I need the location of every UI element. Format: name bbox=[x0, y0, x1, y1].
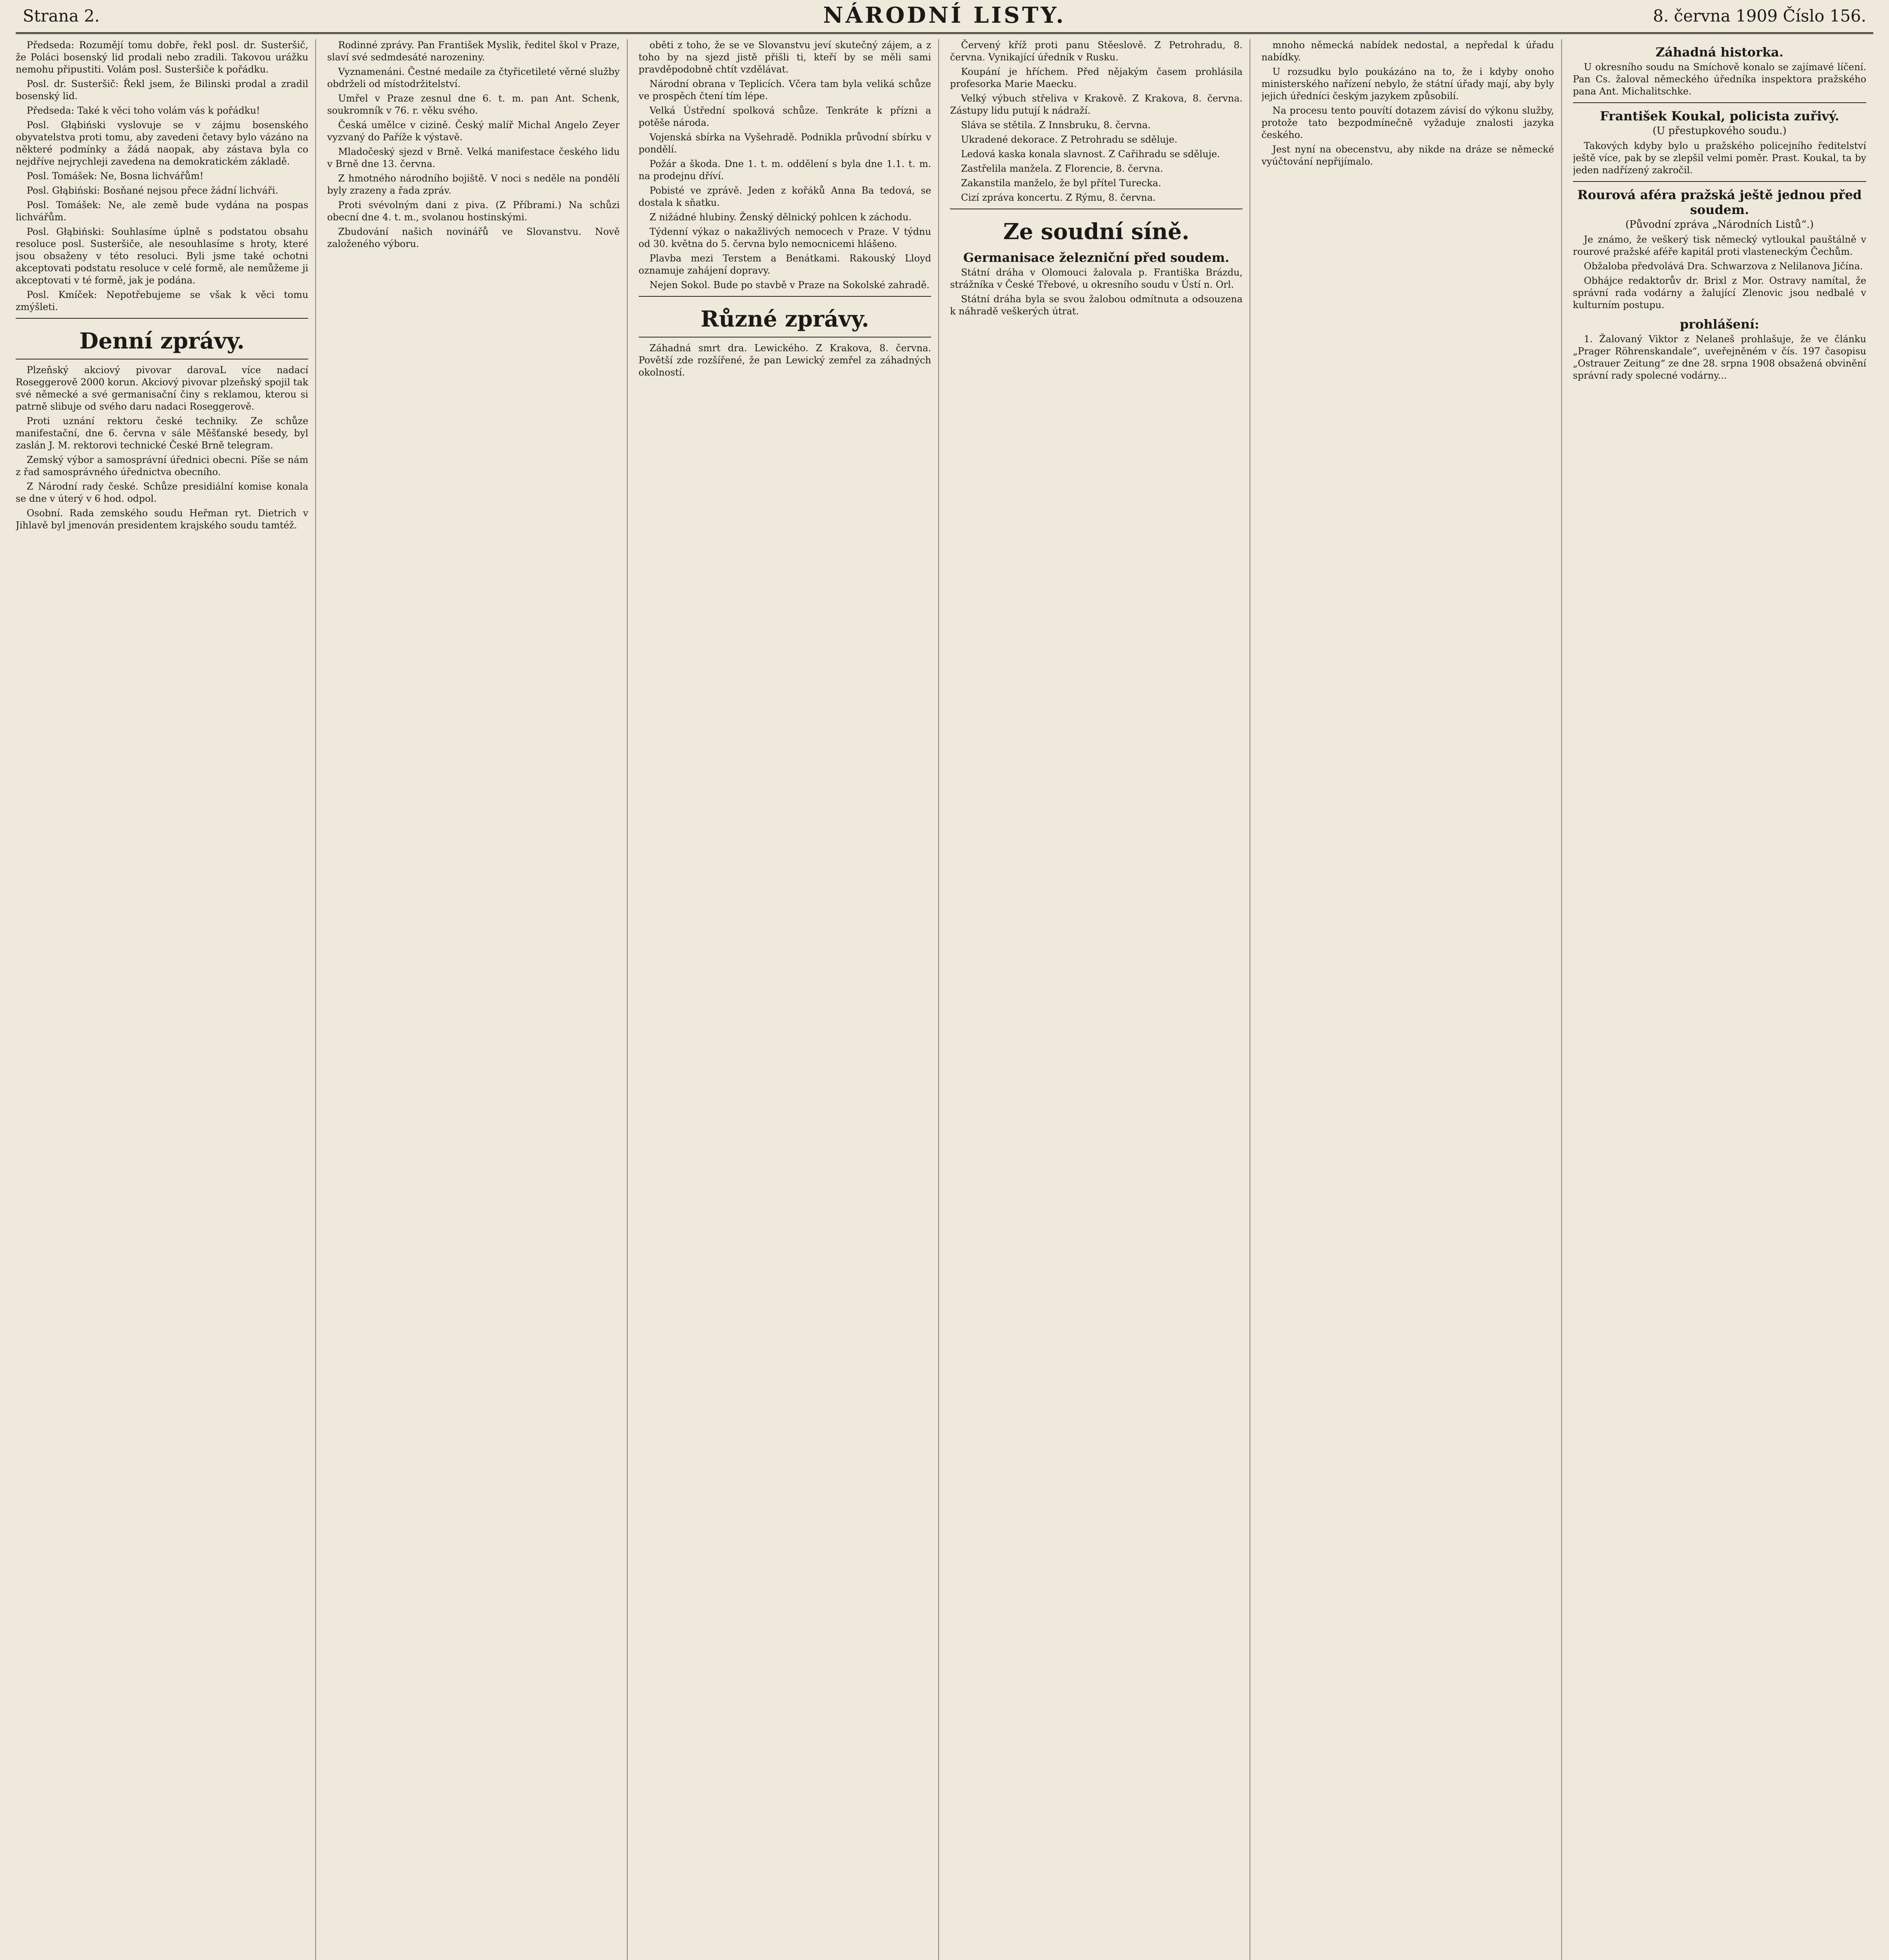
column-4 bbox=[950, 39, 1250, 1960]
article-subtitle: (U přestupkového soudu.) bbox=[1652, 125, 1787, 137]
article-paragraph: Sláva se stětila. Z Innsbruku, 8. června. bbox=[961, 120, 1151, 131]
article-paragraph: Rodinné zprávy. Pan František Myslik, ředitel škol v Praze, slaví své sedmdesáté narozeniny. bbox=[327, 40, 620, 63]
column-5 bbox=[1261, 39, 1562, 1960]
section-divider bbox=[1573, 102, 1866, 103]
section-divider bbox=[16, 318, 308, 319]
article-paragraph: Zbudování našich novinářů ve Slovanstvu. Nově založeného výboru. bbox=[327, 226, 620, 249]
column-2 bbox=[327, 39, 627, 1960]
article-paragraph: Státní dráha v Olomouci žalovala p. Františka Brázdu, strážníka v České Třebové, u okresního soudu v Ústí n. Orl. bbox=[950, 267, 1243, 290]
article-paragraph: Z Národní rady české. Schůze presidiální komise konala se dne v úterý v 6 hod. odpol. bbox=[16, 481, 309, 504]
article-paragraph: Pobisté ve zprávě. Jeden z kořáků Anna Ba tedová, se dostala k sňatku. bbox=[638, 185, 931, 208]
article-paragraph: Nejen Sokol. Bude po stavbě v Praze na Sokolské zahradě. bbox=[649, 279, 930, 290]
article-paragraph: Proti uznání rektoru české techniky. Ze schůze manifestační, dne 6. června v sále Měšťanské besedy, byl zaslán J. M. rektorovi technické České Brně telegram. bbox=[16, 416, 309, 451]
article-headline: Germanisace železniční před soudem. bbox=[963, 250, 1230, 265]
article-paragraph: mnoho německá nabídek nedostal, a nepředal k úřadu nabídky. bbox=[1261, 40, 1554, 63]
article-paragraph: Osobní. Rada zemského soudu Heřman ryt. Dietrich v Jihlavě byl jmenován presidentem krajského soudu tamtéž. bbox=[16, 508, 309, 531]
article-paragraph: Požár a škoda. Dne 1. t. m. oddělení s byla dne 1.1. t. m. na prodejnu dříví. bbox=[638, 158, 931, 181]
article-subtitle: (Původní zpráva „Národních Listů“.) bbox=[1625, 219, 1814, 230]
article-paragraph: Zastřelila manžela. Z Florencie, 8. června. bbox=[961, 163, 1163, 174]
article-paragraph: Posl. Głąbiński vyslovuje se v zájmu bosenského obyvatelstva proti tomu, aby zavedeni četavy bylo vázáno na některé podmínky a žádá naopak, aby zástava byla co nejdříve nejrychleji zavedena na demokratickém základě. bbox=[16, 120, 309, 167]
article-paragraph: Posl. Tomášek: Ne, Bosna lichvářům! bbox=[27, 171, 204, 181]
article-paragraph: Z nižádné hlubiny. Ženský dělnický pohlcen k záchodu. bbox=[649, 212, 912, 223]
article-paragraph: Předseda: Také k věci toho volám vás k pořádku! bbox=[27, 105, 260, 116]
article-paragraph: Posl. Tomášek: Ne, ale země bude vydána na pospas lichvářům. bbox=[16, 200, 309, 223]
article-paragraph: Koupání je hříchem. Před nějakým časem prohlásila profesorka Marie Maecku. bbox=[950, 66, 1243, 89]
newspaper-title: NÁRODNÍ LISTY. bbox=[823, 2, 1066, 28]
article-paragraph: Velká Ústřední spolková schůze. Tenkráte k přízni a potěše národa. bbox=[638, 105, 931, 128]
article-paragraph: Plzeňský akciový pivovar darovaL více nadací Roseggerově 2000 korun. Akciový pivovar plzeňský spojil tak své německé a své germanisační činy s reklamou, kterou si patrně slibuje od svého daru nadaci Roseggerově. bbox=[16, 365, 309, 412]
article-paragraph: Předseda: Rozumějí tomu dobře, řekl posl. dr. Susteršič, že Poláci bosenský lid prodali nebo zradili. Takovou urážku nemohu připustiti. Volám posl. Susteršiče k pořádku. bbox=[16, 40, 309, 75]
article-headline: prohlášení: bbox=[1680, 317, 1759, 332]
article-paragraph: Obžaloba předvolává Dra. Schwarzova z Nelilanova Jičína. bbox=[1584, 261, 1863, 272]
article-paragraph: Vojenská sbírka na Vyšehradě. Podnikla průvodní sbírku v pondělí. bbox=[638, 132, 931, 155]
article-paragraph: Posl. Głąbiński: Souhlasíme úplně s podstatou obsahu resoluce posl. Susteršiče, ale nesouhlasíme s hroty, které jsou obsaženy v této resoluci. Byli jsme také ochotni akceptovati podstatu resoluce v celé formě, ale nemůžeme ji akceptovati v té formě, jak je podána. bbox=[16, 226, 309, 286]
article-paragraph: U rozsudku bylo poukázáno na to, že i kdyby onoho ministerského nařízení nebylo, že státní úřady mají, aby byly jejich úředníci českým jazykem způsobilí. bbox=[1261, 66, 1554, 102]
article-paragraph: Je známo, že veškerý tisk německý vytloukal pauštálně v rourové pražské aféře kapitál proti vlasteneckým Čechům. bbox=[1573, 234, 1866, 257]
article-paragraph: Plavba mezi Terstem a Benátkami. Rakouský Lloyd oznamuje zahájení dopravy. bbox=[638, 253, 931, 276]
article-paragraph: oběti z toho, že se ve Slovanstvu jeví skutečný zájem, a z toho by na sjezd jistě přišli ti, kteří by se měli sami pravděpodobně chtít vzdělávat. bbox=[638, 40, 931, 75]
article-paragraph: Jest nyní na obecenstvu, aby nikde na dráze se německé vyúčtování nepřijímalo. bbox=[1261, 144, 1554, 167]
article-headline: František Koukal, policista zuřivý. bbox=[1600, 109, 1839, 123]
article-paragraph: Posl. Kmíček: Nepotřebujeme se však k věci tomu zmýšleti. bbox=[16, 289, 309, 312]
article-paragraph: Vyznamenáni. Čestné medaile za čtyřicetileté věrné služby obdrželi od místodržitelství. bbox=[327, 66, 620, 89]
article-paragraph: Posl. Głąbiński: Bosňané nejsou přece žádní lichváři. bbox=[27, 185, 278, 196]
article-paragraph: Proti svévolným dani z piva. (Z Příbrami.) Na schůzi obecní dne 4. t. m., svolanou hostinskými. bbox=[327, 200, 620, 223]
article-paragraph: Záhadná smrt dra. Lewického. Z Krakova, 8. června. Povětší zde rozšířené, že pan Lewický zemřel za záhadných okolností. bbox=[638, 343, 931, 378]
section-divider bbox=[639, 337, 931, 338]
article-paragraph: 1. Žalovaný Viktor z Nelaneš prohlašuje, že ve článku „Prager Röhrenskandale“, uveřejněném v čís. 197 časopisu „Ostrauer Zeitung“ ze dne 28. srpna 1908 obsažená obvinění správní rady spolecné vodárny... bbox=[1573, 334, 1866, 381]
article-paragraph: Zemský výbor a samosprávní úřednici obecni. Píše se nám z řad samosprávného úřednictva obecního. bbox=[16, 454, 309, 477]
section-divider bbox=[639, 296, 931, 297]
article-paragraph: Umřel v Praze zesnul dne 6. t. m. pan Ant. Schenk, soukromník v 76. r. věku svého. bbox=[327, 93, 620, 116]
article-paragraph: Zakanstila manželo, že byl přítel Turecka. bbox=[961, 178, 1161, 189]
column-6 bbox=[1573, 39, 1873, 1960]
article-paragraph: Státní dráha byla se svou žalobou odmítnuta a odsouzena k náhradě veškerých útrat. bbox=[950, 294, 1243, 317]
article-paragraph: Týdenní výkaz o nakažlivých nemocech v Praze. V týdnu od 30. května do 5. června bylo nemocnicemi hlášeno. bbox=[638, 226, 931, 249]
article-paragraph: Ledová kaska konala slavnost. Z Cařihradu se sděluje. bbox=[961, 149, 1220, 160]
section-title-ruzne-zpravy: Různé zprávy. bbox=[700, 306, 869, 332]
article-paragraph: Posl. dr. Susteršič: Řekl jsem, že Bilinski prodal a zradil bosenský lid. bbox=[16, 78, 309, 102]
article-paragraph: Takových kdyby bylo u pražského policejního ředitelství ještě více, pak by se zlepšil velmi poměr. Prast. Koukal, ta by jeden nadřízený zakročil. bbox=[1573, 140, 1866, 176]
article-paragraph: Velký výbuch střeliva v Krakově. Z Krakova, 8. června. Zástupy lidu putují k nádraží. bbox=[950, 93, 1243, 116]
article-paragraph: U okresního soudu na Smíchově konalo se zajímavé líčení. Pan Cs. žaloval německého úředníka inspektora pražského pana Ant. Michalitschke. bbox=[1573, 62, 1866, 97]
date-and-issue: 8. června 1909 Číslo 156. bbox=[1653, 6, 1866, 25]
article-paragraph: Česká umělce v cizině. Český malíř Michal Angelo Zeyer vyzvaný do Paříže k výstavě. bbox=[327, 120, 620, 143]
masthead bbox=[16, 0, 1873, 34]
article-paragraph: Červený kříž proti panu Stěeslově. Z Petrohradu, 8. června. Vynikající úředník v Rusku. bbox=[950, 40, 1243, 63]
article-paragraph: Na procesu tento pouvítí dotazem závisí do výkonu služby, protože tato bezpodmínečně vyžaduje znalosti jazyka českého. bbox=[1261, 105, 1554, 140]
article-paragraph: Mladočeský sjezd v Brně. Velká manifestace českého lidu v Brně dne 13. června. bbox=[327, 146, 620, 169]
article-paragraph: Cizí zpráva koncertu. Z Rýmu, 8. června. bbox=[961, 192, 1156, 203]
page-number: Strana 2. bbox=[23, 6, 100, 25]
section-title-denni-zpravy: Denní zprávy. bbox=[79, 328, 245, 354]
article-headline: Rourová aféra pražská ještě jednou před soudem. bbox=[1577, 187, 1862, 217]
section-divider bbox=[1573, 181, 1866, 182]
section-title-soudni-sin: Ze soudní síně. bbox=[1003, 219, 1190, 245]
article-columns bbox=[16, 39, 1873, 1960]
article-paragraph: Obhájce redaktorův dr. Brixl z Mor. Ostravy namítal, že správní rada vodárny a žalující Zlenovic jsou nedbalé v kulturním postupu. bbox=[1573, 275, 1866, 310]
column-1 bbox=[16, 39, 316, 1960]
column-3 bbox=[639, 39, 939, 1960]
article-paragraph: Ukradené dekorace. Z Petrohradu se sděluje. bbox=[961, 134, 1177, 145]
article-paragraph: Národní obrana v Teplicích. Včera tam byla veliká schůze ve prospěch čtení tím lépe. bbox=[638, 78, 931, 102]
article-paragraph: Z hmotného národního bojiště. V noci s neděle na pondělí byly zrazeny a řada zpráv. bbox=[327, 173, 620, 196]
article-headline: Záhadná historka. bbox=[1655, 45, 1784, 60]
